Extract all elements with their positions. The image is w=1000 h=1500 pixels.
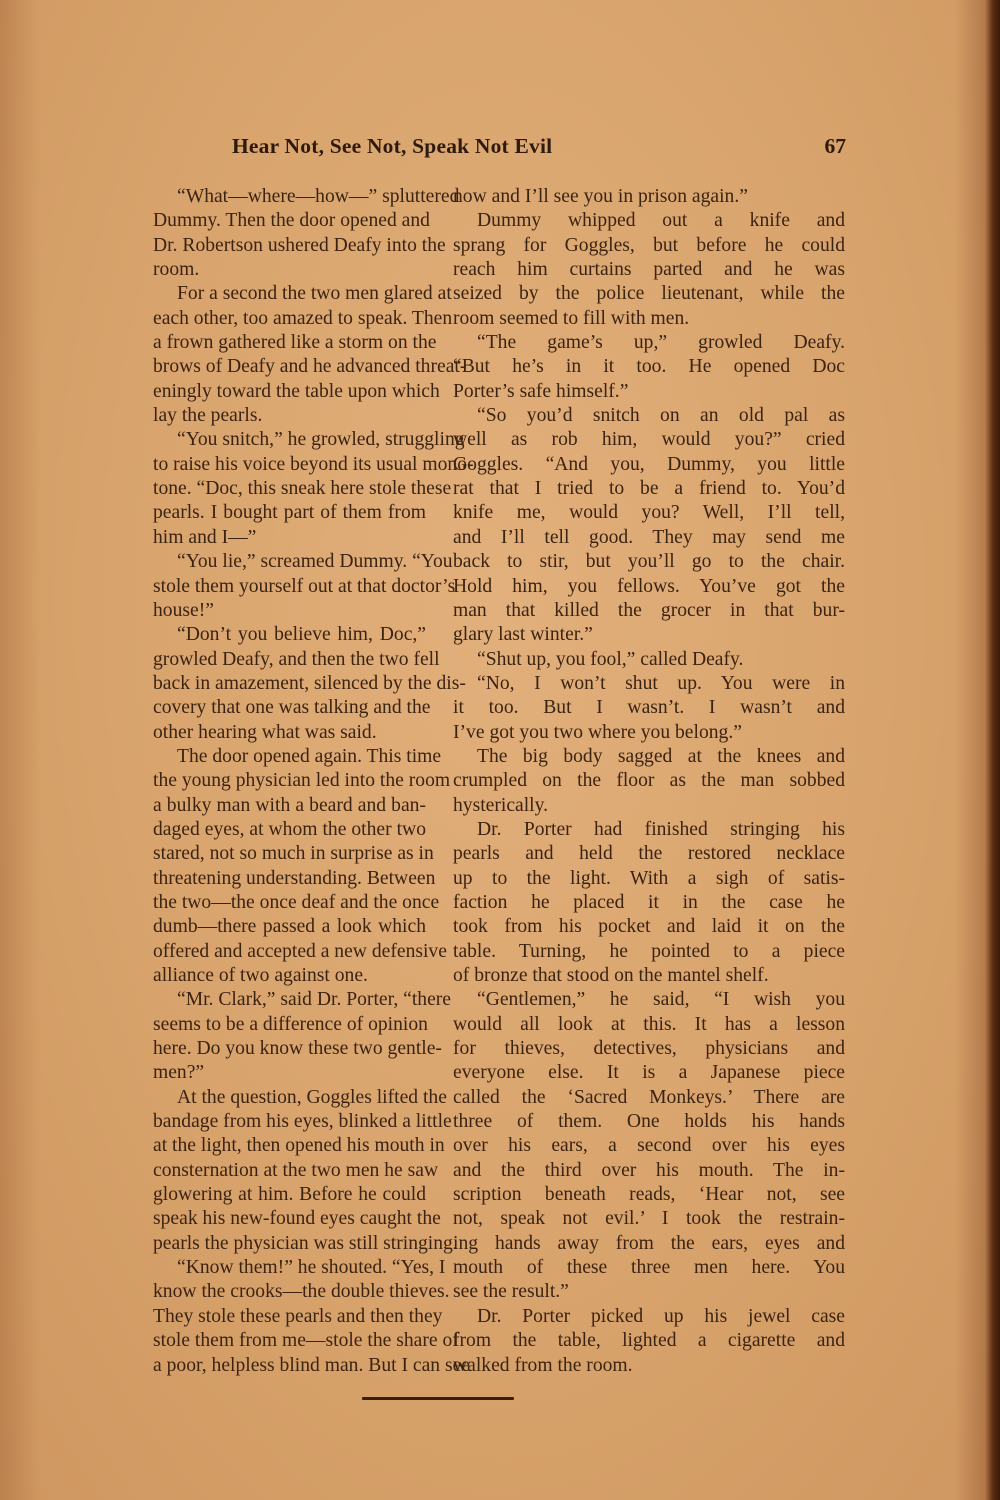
- paragraph: [453, 745, 845, 818]
- paragraph: [153, 623, 466, 745]
- text-line: Dummy. Then the door opened and: [153, 210, 430, 232]
- text-line: hysterically.: [453, 794, 549, 816]
- text-line: a frown gathered like a storm on the: [153, 332, 437, 354]
- text-line: seems to be a difference of opinion: [153, 1013, 428, 1035]
- text-line: pearls the physician was still stringing.: [153, 1232, 458, 1254]
- text-line: for thieves, detectives, physicians and: [453, 1038, 845, 1060]
- text-line: rat that I tried to be a friend to. You’d: [453, 478, 845, 500]
- text-line: the two—the once deaf and the once: [153, 891, 440, 913]
- text-line: lay the pearls.: [153, 405, 263, 427]
- text-line: pearls and held the restored necklace: [453, 843, 845, 865]
- text-line: knife me, would you? Well, I’ll tell,: [453, 502, 845, 524]
- text-line: “So you’d snitch on an old pal as: [477, 405, 845, 427]
- text-line: men?”: [153, 1062, 205, 1084]
- text-line: walked from the room.: [453, 1354, 633, 1376]
- text-line: Porter’s safe himself.”: [453, 380, 629, 402]
- text-line: scription beneath reads, ‘Hear not, see: [453, 1184, 845, 1206]
- text-line: bandage from his eyes, blinked a little: [153, 1111, 452, 1133]
- paragraph: [153, 1256, 470, 1378]
- page-number: 67: [824, 134, 846, 158]
- paragraph: [153, 185, 460, 282]
- text-line: back in amazement, silenced by the dis-: [153, 672, 466, 694]
- paragraph: [453, 648, 845, 672]
- paragraph: [453, 818, 845, 988]
- text-line: to raise his voice beyond its usual mono-: [153, 453, 474, 475]
- paragraph: [453, 672, 845, 745]
- text-line: Dr. Porter had finished stringing his: [477, 818, 845, 840]
- text-line: table. Turning, he pointed to a piece: [453, 940, 845, 962]
- text-line: sprang for Goggles, but before he could: [453, 234, 845, 256]
- text-line: “The game’s up,” growled Deafy.: [477, 332, 845, 354]
- text-line: well as rob him, would you?” cried: [453, 429, 845, 451]
- text-line: faction he placed it in the case he: [453, 891, 845, 913]
- text-line: see the result.”: [453, 1281, 569, 1303]
- text-line: at the light, then opened his mouth in: [153, 1135, 445, 1157]
- text-line: “Know them!” he shouted. “Yes, I: [177, 1257, 446, 1279]
- text-line: “Mr. Clark,” said Dr. Porter, “there: [177, 989, 451, 1011]
- text-line: growled Deafy, and then the two fell: [153, 648, 440, 670]
- text-line: room seemed to fill with men.: [453, 307, 690, 329]
- text-line: reach him curtains parted and he was: [453, 259, 845, 281]
- text-line: now and I’ll see you in prison again.”: [453, 186, 748, 207]
- text-line: “But he’s in it too. He opened Doc: [453, 356, 845, 378]
- text-line: stared, not so much in surprise as in: [153, 843, 434, 865]
- text-line: “No, I won’t shut up. You were in: [477, 672, 845, 694]
- text-line: up to the light. With a sigh of satis-: [453, 867, 845, 889]
- text-line: took from his pocket and laid it on the: [453, 916, 845, 938]
- text-line: back to stir, but you’ll go to the chair.: [453, 551, 845, 573]
- text-line: At the question, Goggles lifted the: [177, 1086, 447, 1108]
- text-line: eningly toward the table upon which: [153, 380, 440, 402]
- text-line: stole them yourself out at that doctor’s: [153, 575, 456, 597]
- text-line: stole them from me—stole the share of: [153, 1330, 459, 1352]
- paragraph: [453, 988, 845, 1304]
- text-line: it too. But I wasn’t. I wasn’t and: [453, 697, 845, 719]
- text-line: They stole these pearls and then they: [153, 1305, 443, 1327]
- text-line: a bulky man with a beard and ban-: [153, 794, 426, 816]
- end-of-story-rule: [362, 1397, 514, 1400]
- text-line: and I’ll tell good. They may send me: [453, 526, 845, 548]
- text-line: of bronze that stood on the mantel shelf.: [453, 965, 769, 986]
- paragraph: [153, 988, 451, 1085]
- text-line: “Gentlemen,” he said, “I wish you: [477, 989, 845, 1011]
- paragraph: [153, 282, 467, 428]
- text-line: know the crooks—the double thieves.: [153, 1281, 450, 1303]
- text-line: The door opened again. This time: [177, 745, 442, 767]
- text-line: glary last winter.”: [453, 624, 593, 646]
- text-line: Hold him, you fellows. You’ve got the: [453, 575, 845, 597]
- text-line: Dummy whipped out a knife and: [477, 210, 845, 232]
- right-column: [453, 185, 845, 1378]
- text-line: threatening understanding. Between: [153, 867, 436, 889]
- text-line: Dr. Robertson ushered Deafy into the: [153, 234, 446, 256]
- paragraph: [453, 1305, 845, 1378]
- text-line: “Shut up, you fool,” called Deafy.: [477, 648, 744, 670]
- text-line: Goggles. “And you, Dummy, you little: [453, 453, 845, 475]
- paragraph: [453, 404, 845, 647]
- text-line: seized by the police lieutenant, while the: [453, 283, 845, 305]
- text-line: room.: [153, 259, 200, 281]
- text-line: dumb—there passed a look which: [153, 916, 426, 938]
- paragraph: [153, 428, 474, 550]
- text-line: glowering at him. Before he could: [153, 1184, 426, 1206]
- text-line: ing hands away from the ears, eyes and: [453, 1232, 845, 1254]
- text-line: The big body sagged at the knees and: [477, 745, 845, 767]
- paragraph: [153, 550, 456, 623]
- text-line: would all look at this. It has a lesson: [453, 1013, 845, 1035]
- text-line: the young physician led into the room: [153, 770, 451, 792]
- paragraph: [453, 331, 845, 404]
- paragraph: [453, 185, 845, 209]
- text-line: alliance of two against one.: [153, 965, 368, 986]
- running-title: Hear Not, See Not, Speak Not Evil: [232, 134, 553, 158]
- text-line: covery that one was talking and the: [153, 697, 431, 719]
- text-line: brows of Deafy and he advanced threat-: [153, 356, 467, 378]
- paragraph: [153, 745, 451, 988]
- text-line: called the ‘Sacred Monkeys.’ There are: [453, 1086, 845, 1108]
- text-line: other hearing what was said.: [153, 721, 377, 743]
- text-line: three of them. One holds his hands: [453, 1111, 845, 1133]
- text-line: over his ears, a second over his eyes: [453, 1135, 845, 1157]
- text-line: a poor, helpless blind man. But I can see: [153, 1354, 470, 1376]
- text-line: him and I—”: [153, 526, 257, 548]
- text-line: from the table, lighted a cigarette and: [453, 1330, 845, 1352]
- text-line: “Don’t you believe him, Doc,”: [177, 624, 426, 646]
- text-line: tone. “Doc, this sneak here stole these: [153, 478, 452, 500]
- text-line: man that killed the grocer in that bur-: [453, 599, 845, 621]
- text-line: daged eyes, at whom the other two: [153, 818, 426, 840]
- text-line: “You snitch,” he growled, struggling: [177, 429, 465, 451]
- left-column: [153, 185, 474, 1378]
- text-line: “You lie,” screamed Dummy. “You: [177, 551, 453, 573]
- text-line: and the third over his mouth. The in-: [453, 1159, 845, 1181]
- text-line: offered and accepted a new defensive: [153, 940, 447, 962]
- text-line: here. Do you know these two gentle-: [153, 1038, 442, 1060]
- text-line: I’ve got you two where you belong.”: [453, 721, 742, 743]
- text-line: house!”: [153, 599, 214, 621]
- text-line: mouth of these three men here. You: [453, 1257, 845, 1279]
- text-line: “What—where—how—” spluttered: [177, 186, 460, 207]
- text-line: consternation at the two men he saw: [153, 1159, 439, 1181]
- paragraph: [153, 1086, 458, 1256]
- paragraph: [453, 209, 845, 331]
- text-line: speak his new-found eyes caught the: [153, 1208, 441, 1230]
- text-line: not, speak not evil.’ I took the restrain-: [453, 1208, 845, 1230]
- text-line: everyone else. It is a Japanese piece: [453, 1062, 845, 1084]
- text-line: Dr. Porter picked up his jewel case: [477, 1305, 845, 1327]
- running-head: [232, 134, 846, 164]
- text-line: each other, too amazed to speak. Then: [153, 307, 453, 329]
- text-line: For a second the two men glared at: [177, 283, 452, 305]
- text-line: pearls. I bought part of them from: [153, 502, 426, 524]
- text-line: crumpled on the floor as the man sobbed: [453, 770, 845, 792]
